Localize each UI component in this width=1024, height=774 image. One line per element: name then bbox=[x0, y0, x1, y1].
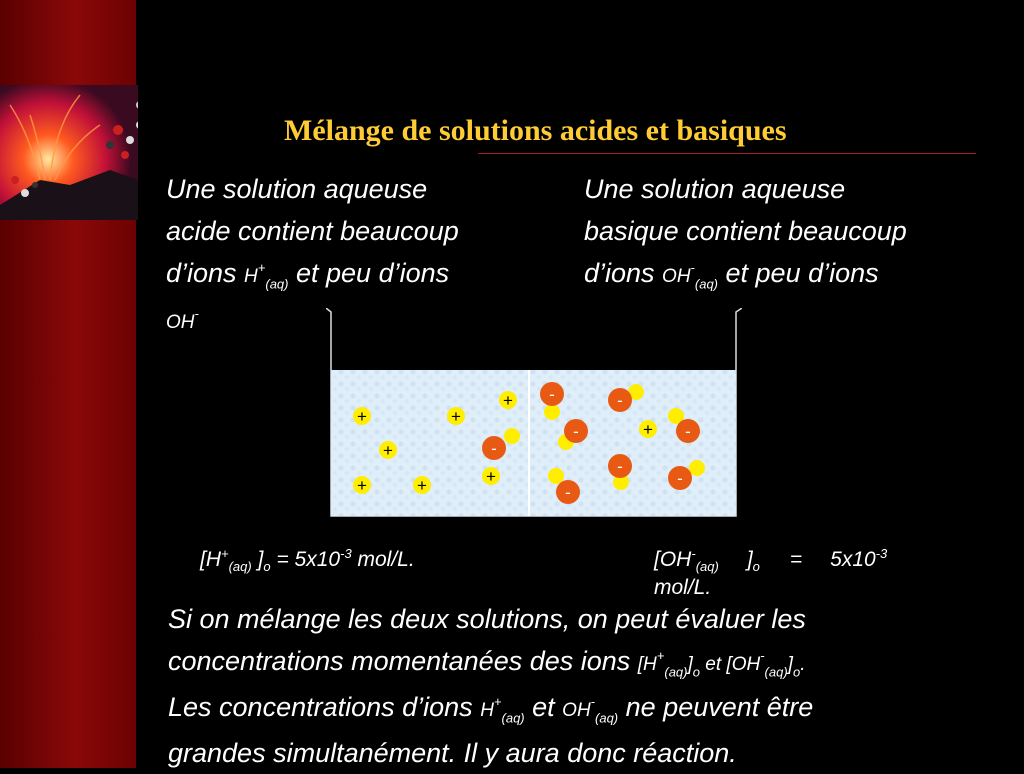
acid-line-2: acide contient beaucoup bbox=[166, 216, 459, 246]
svg-text:+: + bbox=[451, 407, 461, 426]
svg-text:+: + bbox=[486, 467, 496, 486]
svg-text:+: + bbox=[417, 476, 427, 495]
base-line-2: basique contient beaucoup bbox=[584, 216, 907, 246]
svg-text:-: - bbox=[565, 483, 571, 502]
svg-text:-: - bbox=[491, 439, 497, 458]
conclusion-line-2: concentrations momentanées des ions $[H^+_{(aq)}]_o$ et $[OH^-_{(aq)}]_o$. bbox=[168, 646, 806, 680]
svg-text:-: - bbox=[617, 391, 623, 410]
svg-text:+: + bbox=[357, 476, 367, 495]
h-ion-dot bbox=[504, 428, 520, 444]
svg-text:-: - bbox=[573, 422, 579, 441]
oh-ion bbox=[608, 388, 632, 412]
oh-ion bbox=[556, 480, 580, 504]
svg-text:-: - bbox=[685, 422, 691, 441]
h-ion-dot bbox=[548, 468, 564, 484]
svg-text:+: + bbox=[383, 441, 393, 460]
oh-ion bbox=[608, 454, 632, 478]
acid-line-4: OH- bbox=[166, 306, 199, 333]
conclusion-line-1: Si on mélange les deux solutions, on peut évaluer les bbox=[168, 604, 806, 634]
base-line-1: Une solution aqueuse bbox=[584, 174, 846, 204]
oh-ion bbox=[482, 436, 506, 460]
svg-text:-: - bbox=[549, 385, 555, 404]
volcano-image bbox=[0, 85, 138, 220]
svg-text:+: + bbox=[503, 391, 513, 410]
acid-line-3: d’ions $H^+_{(aq)}$ et peu d’ions bbox=[166, 258, 450, 292]
svg-text:+: + bbox=[357, 407, 367, 426]
acid-line-1: Une solution aqueuse bbox=[166, 174, 428, 204]
oh-ion bbox=[540, 382, 564, 406]
base-line-3: d’ions $OH^-_{(aq)}$ et peu d’ions bbox=[584, 258, 879, 292]
beaker-illustration bbox=[326, 308, 742, 518]
oh-ion bbox=[564, 419, 588, 443]
h-ion-dot bbox=[544, 404, 560, 420]
conclusion-paragraph bbox=[168, 598, 1018, 774]
acid-concentration: [$H^+_{(aq)}$ ]$_o = 5x10^{-3}$ mol/L. bbox=[200, 546, 415, 575]
oh-ion bbox=[668, 466, 692, 490]
oh-ion bbox=[676, 419, 700, 443]
conclusion-line-4: grandes simultanément. Il y aura donc réaction. bbox=[168, 738, 737, 768]
conclusion-line-3: Les concentrations d’ions $H^+_{(aq)}$ et $OH^-_{(aq)}$ ne peuvent être bbox=[168, 692, 814, 726]
base-description bbox=[584, 168, 1004, 298]
svg-text:-: - bbox=[617, 457, 623, 476]
svg-text:+: + bbox=[643, 420, 653, 439]
base-concentration: [$OH^-_{(aq)}$ ]$_o = 5x10^{-3}$ mol/L. bbox=[654, 546, 888, 599]
title-underline bbox=[478, 153, 976, 154]
h-ion-dot bbox=[689, 460, 705, 476]
slide-title: Mélange de solutions acides et basiques bbox=[284, 114, 787, 147]
svg-text:-: - bbox=[677, 469, 683, 488]
